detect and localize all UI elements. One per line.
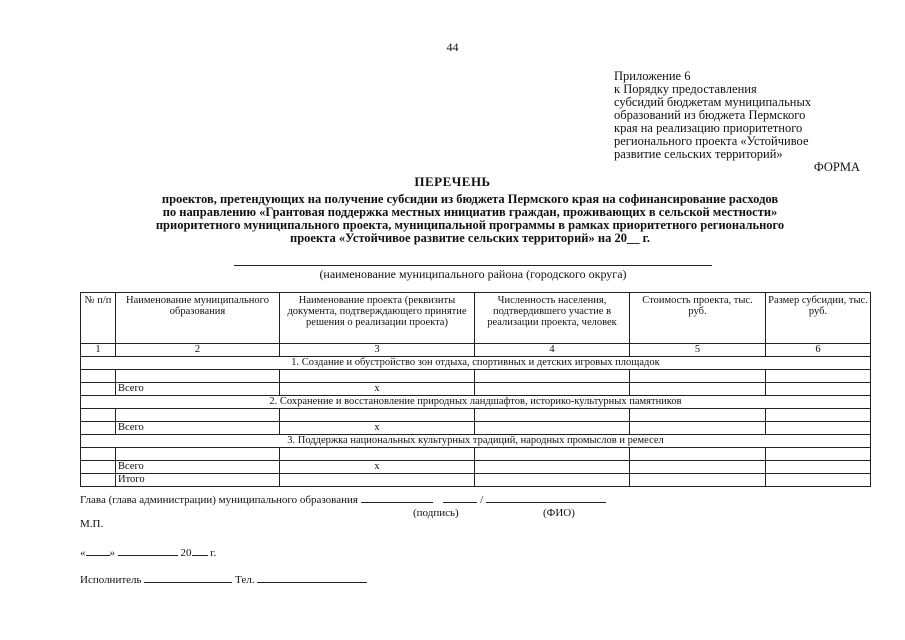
district-caption: (наименование муниципального района (городского округа) (319, 267, 627, 281)
header-number: № п/п (81, 293, 116, 344)
total-row (81, 461, 871, 474)
table-cell[interactable] (766, 383, 871, 396)
signature-caption: (подпись) (413, 507, 459, 519)
table-cell[interactable] (280, 448, 475, 461)
year-suffix: г. (210, 547, 217, 559)
table-cell[interactable] (475, 448, 630, 461)
executor-line (80, 573, 367, 586)
year-blank[interactable] (192, 546, 208, 556)
subtitle-line: приоритетного муниципального проекта, муниципальной программы в рамках приоритетного регионального (155, 218, 785, 232)
table-cell[interactable] (766, 422, 871, 435)
column-number: 2 (116, 344, 280, 357)
total-row (81, 383, 871, 396)
table-cell[interactable] (630, 461, 766, 474)
executor-label: Исполнитель (80, 574, 142, 586)
column-number: 6 (766, 344, 871, 357)
total-label: Всего (116, 383, 280, 396)
table-row (81, 409, 871, 422)
signature-line (80, 493, 606, 506)
table-cell (81, 383, 116, 396)
stamp-place: М.П. (80, 518, 104, 530)
table-cell[interactable] (630, 448, 766, 461)
document-title: ПЕРЕЧЕНЬ (414, 174, 491, 189)
appendix-line: края на реализацию приоритетного (614, 121, 803, 135)
grand-total-row (81, 474, 871, 487)
phone-blank[interactable] (257, 573, 367, 583)
table-cell[interactable] (766, 370, 871, 383)
appendix-line: регионального проекта «Устойчивое (614, 134, 809, 148)
appendix-note (614, 70, 864, 161)
signature-blank[interactable] (361, 493, 433, 503)
table-cell[interactable] (630, 422, 766, 435)
table-cell[interactable] (116, 370, 280, 383)
table-cell[interactable] (475, 409, 630, 422)
table-cell[interactable] (475, 474, 630, 487)
column-numbers-row (81, 344, 871, 357)
phone-label: Тел. (235, 574, 255, 586)
day-blank[interactable] (86, 546, 110, 556)
subtitle-line: проектов, претендующих на получение субсидии из бюджета Пермского края на софинансирование расходов (161, 192, 779, 206)
table-cell[interactable] (475, 422, 630, 435)
appendix-line: образований из бюджета Пермского (614, 108, 806, 122)
table-cell[interactable] (475, 461, 630, 474)
table-cell[interactable] (766, 448, 871, 461)
date-open-quote: « (80, 547, 86, 559)
section-title: 1. Создание и обустройство зон отдыха, спортивных и детских игровых площадок (81, 357, 871, 370)
column-number: 1 (81, 344, 116, 357)
appendix-line: развитие сельских территорий» (614, 147, 783, 161)
signature-blank[interactable] (443, 493, 477, 503)
header-cost: Стоимость проекта, тыс. руб. (630, 293, 766, 344)
grand-total-label: Итого (116, 474, 280, 487)
name-blank[interactable] (486, 493, 606, 503)
section-row (81, 357, 871, 370)
page-number: 44 (446, 40, 459, 54)
table-header-row (81, 293, 871, 344)
form-label: ФОРМА (813, 160, 860, 174)
date-close-quote: » (109, 547, 115, 559)
section-row (81, 435, 871, 448)
table-cell[interactable] (280, 474, 475, 487)
total-mark: х (280, 461, 475, 474)
table-cell (81, 461, 116, 474)
table-cell[interactable] (475, 370, 630, 383)
table-row (81, 448, 871, 461)
name-caption: (ФИО) (543, 507, 575, 519)
projects-table (80, 292, 871, 487)
table-row (81, 370, 871, 383)
table-cell[interactable] (280, 370, 475, 383)
header-population: Численность населения, подтвердившего участие в реализации проекта, человек (475, 293, 630, 344)
table-cell[interactable] (630, 383, 766, 396)
signature-text: Глава (глава администрации) муниципального образования (80, 494, 358, 506)
total-label: Всего (116, 461, 280, 474)
appendix-line: Приложение 6 (614, 69, 691, 83)
signature-separator: / (480, 494, 484, 506)
section-title: 2. Сохранение и восстановление природных ландшафтов, историко-культурных памятников (81, 396, 871, 409)
section-title: 3. Поддержка национальных культурных традиций, народных промыслов и ремесел (81, 435, 871, 448)
document-subtitle (80, 193, 860, 245)
date-line (80, 546, 216, 559)
table-cell[interactable] (630, 409, 766, 422)
year-prefix: 20 (180, 547, 192, 559)
table-cell[interactable] (766, 461, 871, 474)
total-label: Всего (116, 422, 280, 435)
column-number: 3 (280, 344, 475, 357)
total-mark: х (280, 422, 475, 435)
section-row (81, 396, 871, 409)
month-blank[interactable] (118, 546, 178, 556)
subtitle-line: по направлению «Грантовая поддержка местных инициатив граждан, проживающих в сельской местности» (162, 205, 778, 219)
table-cell[interactable] (116, 448, 280, 461)
table-cell[interactable] (475, 383, 630, 396)
executor-blank[interactable] (144, 573, 232, 583)
table-cell[interactable] (630, 474, 766, 487)
column-number: 5 (630, 344, 766, 357)
table-cell[interactable] (766, 409, 871, 422)
appendix-line: субсидий бюджетам муниципальных (614, 95, 812, 109)
column-number: 4 (475, 344, 630, 357)
table-cell[interactable] (116, 409, 280, 422)
table-cell (81, 422, 116, 435)
total-row (81, 422, 871, 435)
table-cell[interactable] (81, 370, 116, 383)
subtitle-line: проекта «Устойчивое развитие сельских территорий» на 20__ г. (290, 231, 650, 245)
table-cell[interactable] (766, 474, 871, 487)
total-mark: х (280, 383, 475, 396)
header-municipality: Наименование муниципального образования (116, 293, 280, 344)
table-cell[interactable] (630, 370, 766, 383)
appendix-line: к Порядку предоставления (614, 82, 757, 96)
table-cell[interactable] (81, 409, 116, 422)
table-cell[interactable] (81, 448, 116, 461)
table-cell[interactable] (280, 409, 475, 422)
header-project: Наименование проекта (реквизиты документа, подтверждающего принятие решения о реализации проекта) (280, 293, 475, 344)
header-subsidy: Размер субсидии, тыс. руб. (766, 293, 871, 344)
district-name-blank[interactable] (234, 265, 712, 266)
table-cell (81, 474, 116, 487)
